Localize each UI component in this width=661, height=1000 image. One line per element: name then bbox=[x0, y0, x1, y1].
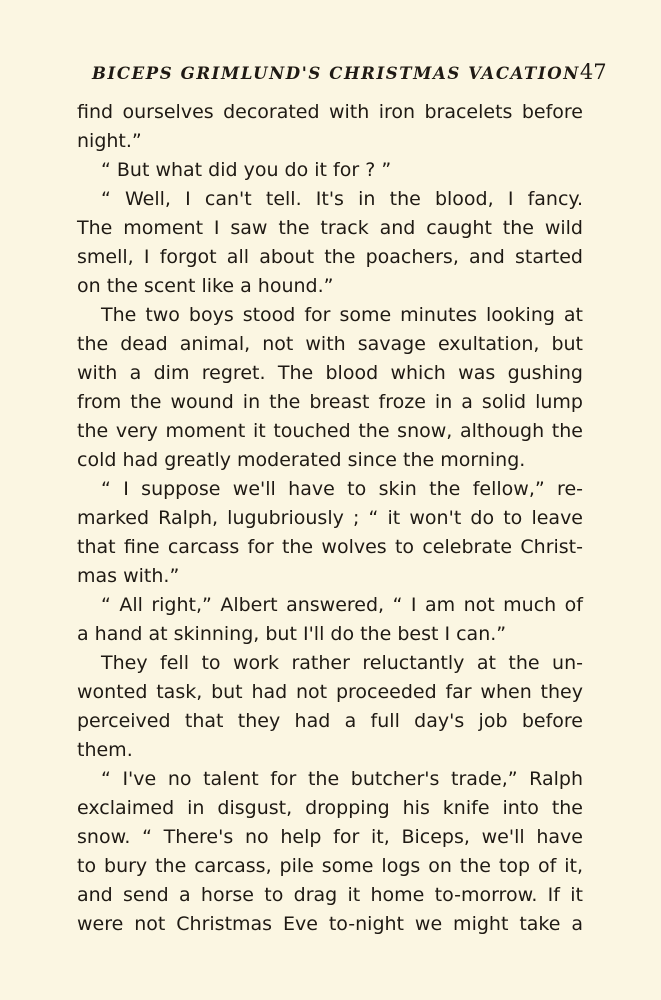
text-line: “ Well, I can't tell. It's in the blood, I fancy. bbox=[101, 188, 583, 210]
text-line: that fine carcass for the wolves to celebrate Christ- bbox=[77, 536, 583, 558]
text-line: on the scent like a hound.” bbox=[77, 275, 334, 297]
text-line: a hand at skinning, but I'll do the best I can.” bbox=[77, 623, 507, 645]
text-line: The two boys stood for some minutes looking at bbox=[101, 304, 583, 326]
body-text bbox=[77, 98, 583, 939]
text-line: The moment I saw the track and caught the wild bbox=[77, 217, 583, 239]
text-line: They fell to work rather reluctantly at the un- bbox=[101, 652, 583, 674]
text-line: smell, I forgot all about the poachers, and started bbox=[77, 246, 583, 268]
text-line: and send a horse to drag it home to-morrow. If it bbox=[77, 884, 583, 906]
text-line: perceived that they had a full day's job before bbox=[77, 710, 583, 732]
text-line: exclaimed in disgust, dropping his knife into the bbox=[77, 797, 583, 819]
page-number: 47 bbox=[579, 60, 607, 84]
text-line: to bury the carcass, pile some logs on the top of it, bbox=[77, 855, 583, 877]
text-line: them. bbox=[77, 739, 133, 761]
text-line: the very moment it touched the snow, although the bbox=[77, 420, 583, 442]
text-line: snow. “ There's no help for it, Biceps, we'll have bbox=[77, 826, 583, 848]
text-line: were not Christmas Eve to-night we might take a bbox=[77, 913, 583, 935]
text-line: find ourselves decorated with iron bracelets before bbox=[77, 101, 583, 123]
text-line: wonted task, but had not proceeded far when they bbox=[77, 681, 583, 703]
text-line: “ I've no talent for the butcher's trade,” Ralph bbox=[101, 768, 583, 790]
text-line: from the wound in the breast froze in a solid lump bbox=[77, 391, 583, 413]
text-line: night.” bbox=[77, 130, 142, 152]
text-line: mas with.” bbox=[77, 565, 180, 587]
text-line: the dead animal, not with savage exultation, but bbox=[77, 333, 583, 355]
text-line: “ All right,” Albert answered, “ I am not much of bbox=[101, 594, 583, 616]
text-line: “ But what did you do it for ? ” bbox=[101, 159, 392, 181]
text-line: “ I suppose we'll have to skin the fellow,” re- bbox=[101, 478, 583, 500]
page-header bbox=[92, 60, 607, 88]
running-title: BICEPS GRIMLUND'S CHRISTMAS VACATION bbox=[92, 64, 580, 83]
text-line: cold had greatly moderated since the morning. bbox=[77, 449, 526, 471]
text-line: marked Ralph, lugubriously ; “ it won't do to leave bbox=[77, 507, 583, 529]
text-line: with a dim regret. The blood which was gushing bbox=[77, 362, 583, 384]
